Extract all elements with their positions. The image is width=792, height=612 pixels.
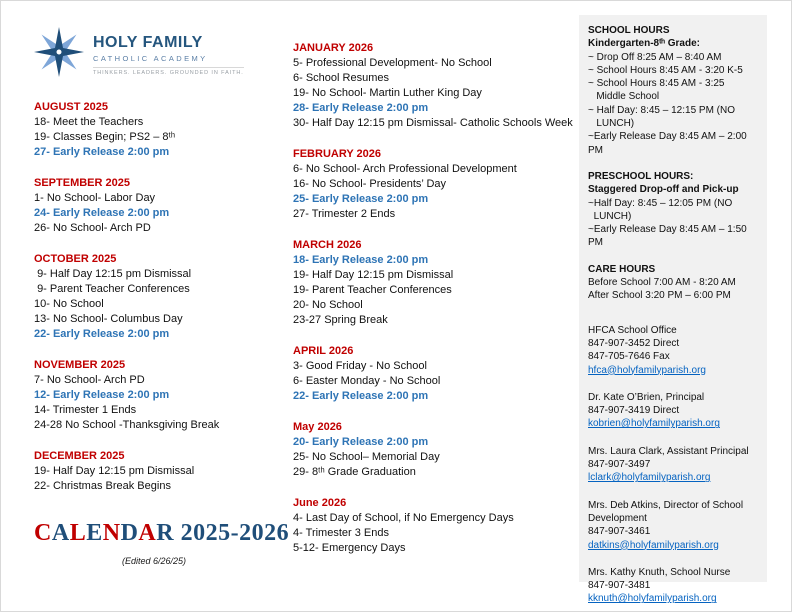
hours-line: Middle School xyxy=(588,91,660,103)
contact-email-line xyxy=(588,364,760,377)
event-line: 16- No School- Presidents’ Day xyxy=(293,178,447,190)
event-line: 27- Trimester 2 Ends xyxy=(293,208,396,220)
hours-line: Before School 7:00 AM - 8:20 AM xyxy=(588,277,736,289)
month-section xyxy=(293,496,579,556)
calendar-title-letter: A xyxy=(51,520,70,546)
event-line: 3- Good Friday - No School xyxy=(293,360,427,372)
event-line: 30- Half Day 12:15 pm Dismissal- Catholic Schools Week xyxy=(293,117,573,129)
month-heading: June 2026 xyxy=(293,497,347,509)
contact-line: Dr. Kate O’Brien, Principal xyxy=(588,391,705,403)
email-link[interactable]: lclark@holyfamilyparish.org xyxy=(588,472,711,484)
contact-line: 847-907-3461 xyxy=(588,526,651,538)
contact-line: 847-907-3497 xyxy=(588,459,651,471)
school-logo xyxy=(34,27,286,83)
contacts-list xyxy=(588,324,760,606)
contact-block xyxy=(588,499,760,552)
contact-line: 847-907-3481 xyxy=(588,580,651,592)
month-section xyxy=(293,344,579,404)
contact-email-line xyxy=(588,592,760,605)
contact-email-line xyxy=(588,539,760,552)
event-line: 9- Half Day 12:15 pm Dismissal xyxy=(34,268,192,280)
month-section xyxy=(293,41,579,131)
event-line: 19- No School- Martin Luther King Day xyxy=(293,87,482,99)
fall-months-list xyxy=(34,100,286,494)
contact-line: Development xyxy=(588,512,647,524)
contact-line: Mrs. Kathy Knuth, School Nurse xyxy=(588,566,731,578)
month-heading: May 2026 xyxy=(293,421,342,433)
month-heading: SEPTEMBER 2025 xyxy=(34,177,130,189)
hours-section-title: CARE HOURS xyxy=(588,263,656,275)
event-line: 29- 8ᵗʰ Grade Graduation xyxy=(293,466,416,478)
event-line: 4- Last Day of School, if No Emergency Days xyxy=(293,512,514,524)
hours-line: ~ School Hours 8:45 AM - 3:25 xyxy=(588,78,725,90)
event-line: 10- No School xyxy=(34,298,104,310)
event-line: 22- Early Release 2:00 pm xyxy=(293,390,429,402)
hours-line: LUNCH) xyxy=(588,210,632,222)
hours-section-subtitle: Kindergarten-8ᵗʰ Grade: xyxy=(588,38,700,50)
hours-line: ~Early Release Day 8:45 AM – 2:00 PM xyxy=(588,131,750,156)
event-line: 22- Christmas Break Begins xyxy=(34,480,171,492)
event-line: 5-12- Emergency Days xyxy=(293,542,406,554)
event-line: 12- Early Release 2:00 pm xyxy=(34,389,170,401)
calendar-title-letter: E xyxy=(86,520,103,546)
hours-line: ~Early Release Day 8:45 AM – 1:50 PM xyxy=(588,224,750,249)
hours-line: ~ Half Day: 8:45 – 12:15 PM (NO xyxy=(588,104,736,116)
event-line: 24-28 No School -Thanksgiving Break xyxy=(34,419,220,431)
edited-note: (Edited 6/26/25) xyxy=(121,556,187,566)
email-link[interactable]: datkins@holyfamilyparish.org xyxy=(588,539,719,551)
email-link[interactable]: kobrien@holyfamilyparish.org xyxy=(588,418,720,430)
hours-line: ~ Drop Off 8:25 AM – 8:40 AM xyxy=(588,51,722,63)
hours-line: ~ School Hours 8:45 AM - 3:20 K-5 xyxy=(588,64,743,76)
hours-line: LUNCH) xyxy=(588,118,635,130)
month-heading: DECEMBER 2025 xyxy=(34,450,125,462)
month-section xyxy=(293,238,579,328)
middle-column xyxy=(293,41,579,572)
contact-block xyxy=(588,324,760,377)
calendar-title-letter: R xyxy=(156,520,175,546)
hours-section-title: SCHOOL HOURS xyxy=(588,25,670,36)
event-line: 25- Early Release 2:00 pm xyxy=(293,193,429,205)
event-line: 14- Trimester 1 Ends xyxy=(34,404,137,416)
hours-line: After School 3:20 PM – 6:00 PM xyxy=(588,290,731,302)
hours-section xyxy=(588,170,760,250)
month-section xyxy=(34,358,286,433)
calendar-title-letter: C xyxy=(34,520,52,546)
month-section xyxy=(293,420,579,480)
event-line: 7- No School- Arch PD xyxy=(34,374,145,386)
contact-block xyxy=(588,445,760,485)
event-line: 28- Early Release 2:00 pm xyxy=(293,102,429,114)
hours-section xyxy=(588,263,760,303)
info-sidebar xyxy=(579,15,767,605)
logo-tagline: THINKERS. LEADERS. GROUNDED IN FAITH. xyxy=(93,67,244,76)
starburst-icon xyxy=(34,27,84,77)
event-line: 6- No School- Arch Professional Development xyxy=(293,163,517,175)
event-line: 5- Professional Development- No School xyxy=(293,57,492,69)
hours-line: ~Half Day: 8:45 – 12:05 PM (NO xyxy=(588,197,733,209)
calendar-title-letter: A xyxy=(138,520,157,546)
email-link[interactable]: kknuth@holyfamilyparish.org xyxy=(588,593,717,605)
month-heading: MARCH 2026 xyxy=(293,239,362,251)
calendar-title xyxy=(34,520,290,547)
left-column xyxy=(34,27,290,566)
calendar-title-letter: L xyxy=(69,520,87,546)
logo-school-name: HOLY FAMILY xyxy=(93,34,203,51)
calendar-title-block xyxy=(34,520,290,566)
contact-line: Mrs. Deb Atkins, Director of School xyxy=(588,499,744,511)
calendar-title-letter: D xyxy=(120,520,139,546)
event-line: 13- No School- Columbus Day xyxy=(34,313,183,325)
event-line: 22- Early Release 2:00 pm xyxy=(34,328,170,340)
contact-line: 847-907-3419 Direct xyxy=(588,405,680,417)
month-section xyxy=(34,100,286,160)
event-line: 25- No School– Memorial Day xyxy=(293,451,440,463)
month-section xyxy=(34,449,286,494)
event-line: 18- Early Release 2:00 pm xyxy=(293,254,429,266)
event-line: 1- No School- Labor Day xyxy=(34,192,156,204)
contact-line: Mrs. Laura Clark, Assistant Principal xyxy=(588,445,749,457)
month-heading: AUGUST 2025 xyxy=(34,101,108,113)
event-line: 27- Early Release 2:00 pm xyxy=(34,146,170,158)
spring-months-list xyxy=(293,41,579,556)
hours-section-subtitle: Staggered Drop-off and Pick-up xyxy=(588,184,739,196)
month-heading: NOVEMBER 2025 xyxy=(34,359,126,371)
event-line: 23-27 Spring Break xyxy=(293,314,388,326)
event-line: 19- Half Day 12:15 pm Dismissal xyxy=(293,269,454,281)
logo-text-block xyxy=(93,27,244,76)
month-heading: FEBRUARY 2026 xyxy=(293,148,382,160)
event-line: 24- Early Release 2:00 pm xyxy=(34,207,170,219)
event-line: 6- School Resumes xyxy=(293,72,389,84)
month-heading: OCTOBER 2025 xyxy=(34,253,117,265)
contact-line: 847-705-7646 Fax xyxy=(588,351,670,363)
event-line: 4- Trimester 3 Ends xyxy=(293,527,389,539)
month-section xyxy=(34,252,286,342)
event-line: 19- Classes Begin; PS2 – 8ᵗʰ xyxy=(34,131,176,143)
contact-line: HFCA School Office xyxy=(588,324,677,336)
month-section xyxy=(34,176,286,236)
logo-school-subname: CATHOLIC ACADEMY xyxy=(93,54,208,63)
contact-email-line xyxy=(588,471,760,484)
calendar-title-word xyxy=(34,520,181,546)
event-line: 18- Meet the Teachers xyxy=(34,116,144,128)
contact-block xyxy=(588,391,760,431)
event-line: 20- Early Release 2:00 pm xyxy=(293,436,429,448)
event-line: 19- Half Day 12:15 pm Dismissal xyxy=(34,465,195,477)
contact-line: 847-907-3452 Direct xyxy=(588,337,680,349)
month-section xyxy=(293,147,579,222)
hours-section xyxy=(588,24,760,157)
contact-block xyxy=(588,566,760,606)
event-line: 6- Easter Monday - No School xyxy=(293,375,441,387)
event-line: 26- No School- Arch PD xyxy=(34,222,151,234)
event-line: 9- Parent Teacher Conferences xyxy=(34,283,190,295)
calendar-title-years: 2025-2026 xyxy=(180,520,290,546)
email-link[interactable]: hfca@holyfamilyparish.org xyxy=(588,364,706,376)
month-heading: JANUARY 2026 xyxy=(293,42,374,54)
hours-section-title: PRESCHOOL HOURS: xyxy=(588,170,694,182)
event-line: 20- No School xyxy=(293,299,363,311)
hours-sections xyxy=(588,24,760,303)
calendar-title-letter: N xyxy=(102,520,121,546)
contact-email-line xyxy=(588,417,760,430)
event-line: 19- Parent Teacher Conferences xyxy=(293,284,452,296)
month-heading: APRIL 2026 xyxy=(293,345,354,357)
